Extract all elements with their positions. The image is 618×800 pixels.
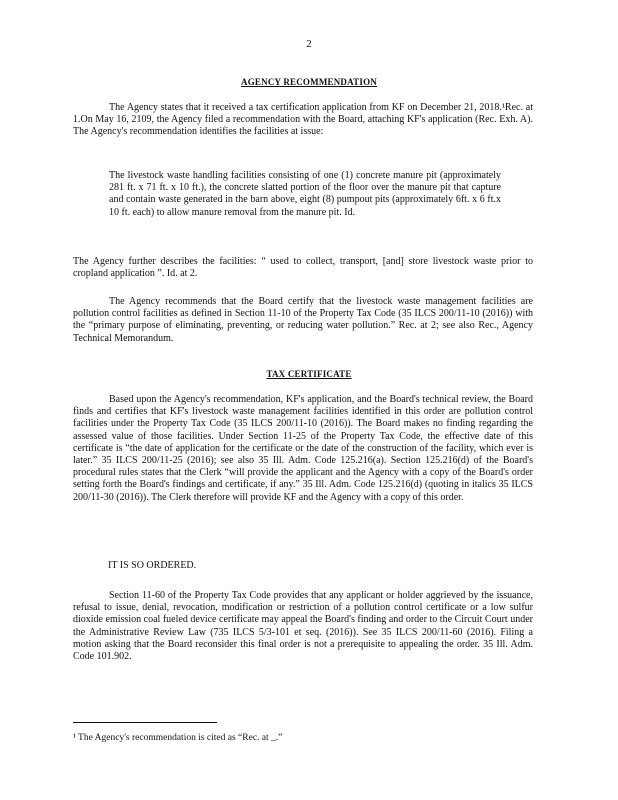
- footnote: ¹ The Agency's recommendation is cited as “Rec. at _.”: [73, 733, 283, 743]
- section-heading-agency-recommendation: [0, 76, 618, 88]
- section-heading-tax-certificate: [0, 368, 618, 380]
- paragraph-appeal-rights: Section 11-60 of the Property Tax Code provides that any applicant or holder aggrieved by the issuance, refusal to issue, denial, revocation, modification or restriction of a pollution control certificate or a low sulfur dioxide emission coal fueled device certificate may appeal the Board's finding and order to the Circuit Court under the Administrative Review Law (735 ILCS 5/3-101 et seq. (2016)). See 35 ILCS 200/11-60 (2016). Filing a motion asking that the Board reconsider this final order is not a prerequisite to appealing the order. 35 Ill. Adm. Code 101.902.: [73, 590, 533, 663]
- section-heading-text: AGENCY RECOMMENDATION: [241, 77, 377, 87]
- paragraph-agency-received: The Agency states that it received a tax certification application from KF on December 21, 2018.¹Rec. at 1.On May 16, 2109, the Agency filed a recommendation with the Board, attaching KF's application (Rec. Exh. A). The Agency's recommendation identifies the facilities at issue:: [73, 102, 533, 138]
- paragraph-agency-recommends: The Agency recommends that the Board certify that the livestock waste management facilities are pollution control facilities as defined in Section 11-10 of the Property Tax Code (35 ILCS 200/11-10 (2016)) with the “primary purpose of eliminating, preventing, or reducing water pollution.” Rec. at 2; see also Rec., Agency Technical Memorandum.: [73, 296, 533, 344]
- block-quote-facilities: The livestock waste handling facilities consisting of one (1) concrete manure pit (approximately 281 ft. x 71 ft. x 10 ft.), the concrete slatted portion of the floor over the manure pit that capture and contain waste generated in the barn above, eight (8) pumpout pits (approximately 6ft. x 6 ft.x 10 ft. each) to allow manure removal from the manure pit. Id.: [109, 170, 501, 218]
- section-heading-text: TAX CERTIFICATE: [266, 369, 352, 379]
- page-number: 2: [306, 38, 312, 50]
- so-ordered-line: IT IS SO ORDERED.: [108, 560, 197, 571]
- paragraph-board-finds: Based upon the Agency's recommendation, KF's application, and the Board's technical review, the Board finds and certifies that KF's livestock waste management facilities identified in this order are pollution control facilities under the Property Tax Code (35 ILCS 200/11-10 (2016)). The Board makes no finding regarding the assessed value of those facilities. Under Section 11-25 of the Property Tax Code, the effective date of this certificate is “the date of application for the certificate or the date of the construction of the facility, which ever is later.” 35 ILCS 200/11-25 (2016); see also 35 Ill. Adm. Code 125.216(a). Section 125.216(d) of the Board's procedural rules states that the Clerk “will provide the applicant and the Agency with a copy of the Board's order setting forth the Board's findings and certificate, if any.” 35 Ill. Adm. Code 125.216(d) (quoting in italics 35 ILCS 200/11-30 (2016)). The Clerk therefore will provide KF and the Agency with a copy of this order.: [73, 394, 533, 503]
- paragraph-agency-describes: The Agency further describes the facilities: “ used to collect, transport, [and] store livestock waste prior to cropland application ”. Id. at 2.: [73, 256, 533, 280]
- footnote-separator: [73, 722, 217, 723]
